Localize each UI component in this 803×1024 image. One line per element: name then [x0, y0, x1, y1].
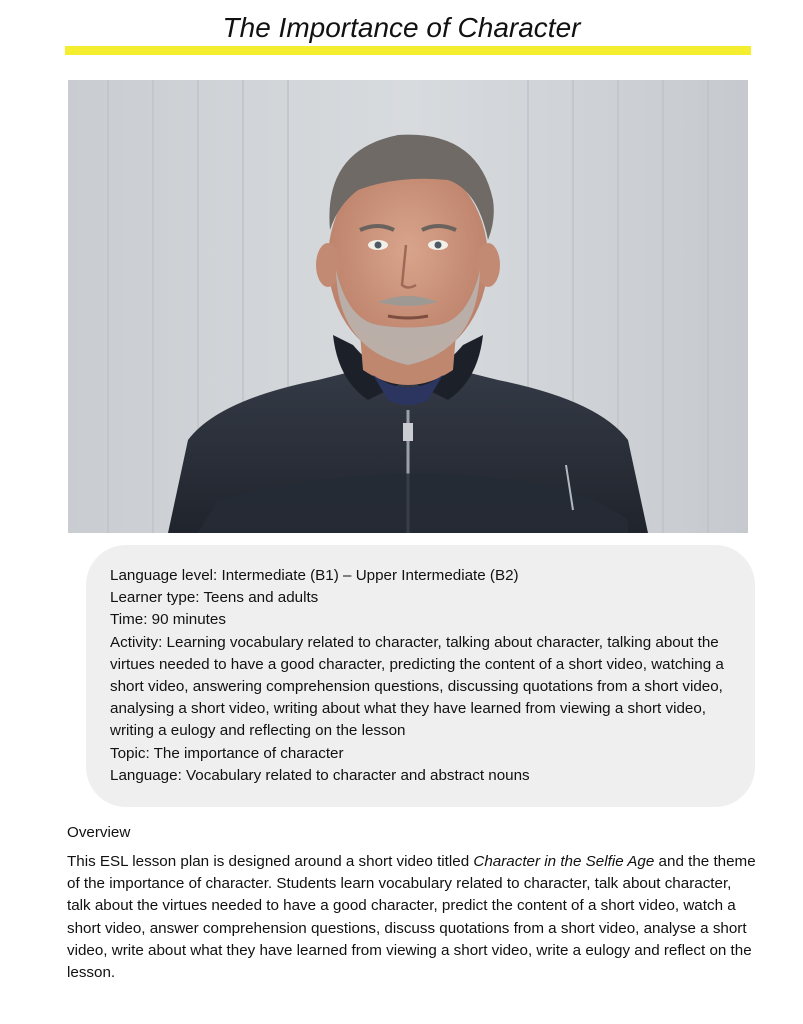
language-row — [110, 765, 733, 787]
overview-text-start: This ESL lesson plan is designed around a short video titled — [67, 853, 474, 870]
page-title: The Importance of Character — [222, 12, 581, 43]
time-row — [110, 609, 733, 631]
topic-row — [110, 743, 733, 765]
language-level-row — [110, 565, 733, 587]
learner-type-value: : Teens and adults — [195, 589, 319, 607]
portrait-illustration — [68, 80, 748, 533]
language-value: : Vocabulary related to character and abstract nouns — [177, 766, 530, 784]
overview-paragraph — [67, 851, 757, 984]
language-label: Language — [110, 766, 178, 784]
learner-type-label: Learner type — [110, 589, 196, 607]
learner-type-row — [110, 587, 733, 609]
activity-row — [110, 632, 733, 743]
topic-value: : The importance of character — [145, 744, 344, 762]
activity-label: Activity — [110, 633, 159, 651]
portrait-photo — [68, 80, 748, 533]
language-level-value: : Intermediate (B1) – Upper Intermediate (B2) — [213, 567, 519, 584]
activity-value: : Learning vocabulary related to character, talking about character, talking about the virtues needed to have a good character, predicting the content of a short video, watching a short video, answering comprehension questions, discussing quotations from a short video, analysing a short video, writing about what they have learned from viewing a short video, writing a eulogy and reflecting on the lesson — [110, 633, 724, 740]
language-level-label: Language level — [110, 567, 214, 584]
overview-heading: Overview — [67, 824, 131, 841]
title-underline-bar — [65, 46, 751, 55]
time-label: Time — [110, 611, 144, 629]
topic-label: Topic — [110, 744, 146, 762]
video-title: Character in the Selfie Age — [473, 853, 655, 870]
lesson-info-card — [86, 545, 755, 807]
overview-text-end: and the theme of the importance of character. Students learn vocabulary related to character, talk about character, talk about the virtues needed to have a good character, predict the content of a short video, watch a short video, answer comprehension questions, discuss quotations from a short video, analyse a short video, write about what they have learned from viewing a short video, write a eulogy and reflect on the lesson. — [67, 853, 756, 982]
time-value: : 90 minutes — [143, 611, 226, 629]
